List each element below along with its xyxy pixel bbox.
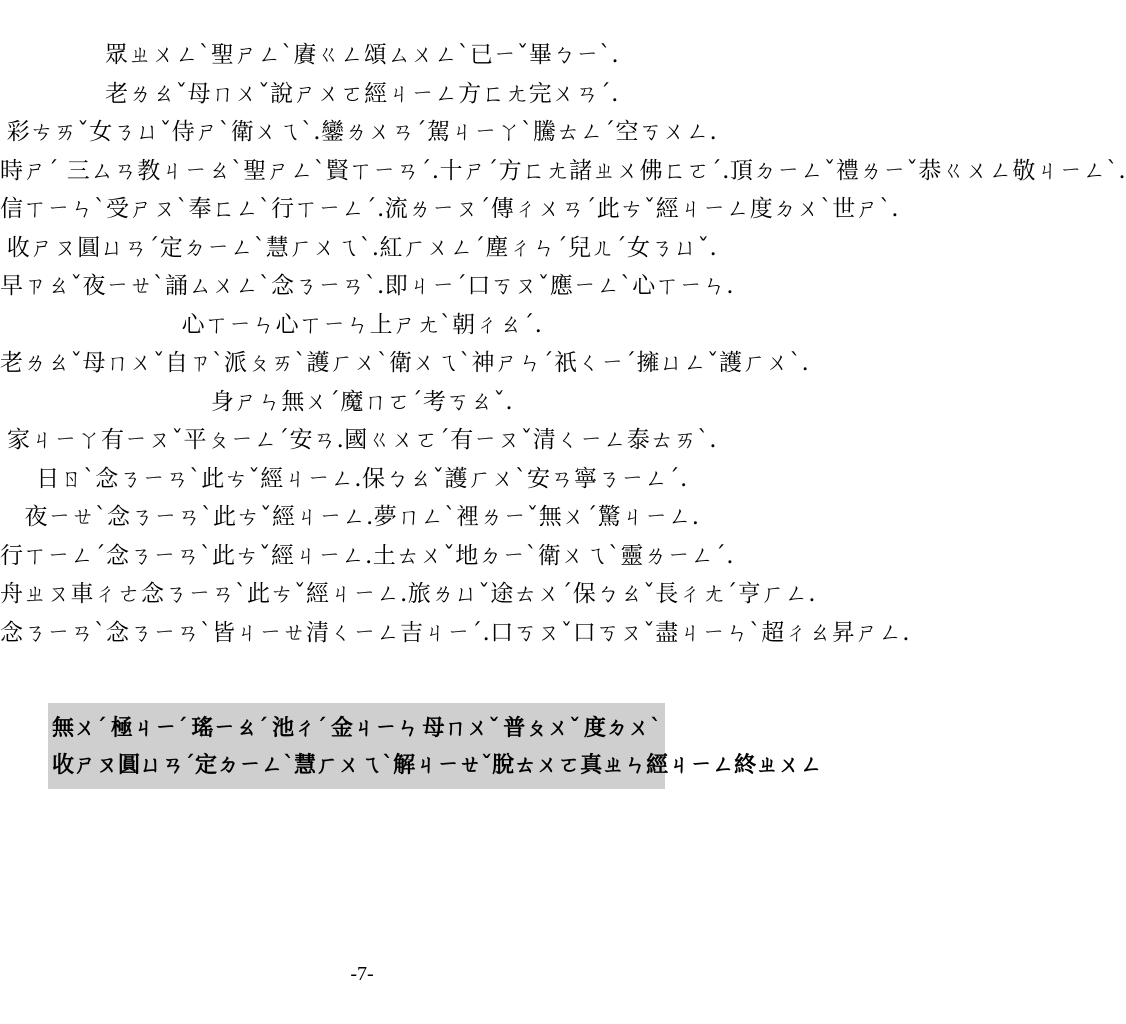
verse-line: 收ㄕㄡ圓ㄩㄢˊ定ㄉㄧㄥˋ慧ㄏㄨㄟˋ.紅ㄏㄨㄥˊ塵ㄔㄣˊ兒ㄦˊ女ㄋㄩˇ. (6, 234, 718, 261)
banner-word: 慧ㄏㄨㄟˋ (294, 752, 394, 778)
verse-line: 老ㄌㄠˇ母ㄇㄨˇ自ㄗˋ派ㄆㄞˋ護ㄏㄨˋ衛ㄨㄟˋ神ㄕㄣˊ祇ㄑㄧˊ擁ㄩㄥˇ護ㄏㄨˋ. (0, 350, 810, 376)
banner-word: 無ㄨˊ (52, 715, 108, 741)
banner-word: 脫ㄊㄨㄛ (492, 752, 581, 778)
title-banner (48, 703, 823, 789)
verse-line: 時ㄕˊ 三ㄙㄢ教ㄐㄧㄠˋ聖ㄕㄥˋ賢ㄒㄧㄢˊ.十ㄕˊ方ㄈㄤ諸ㄓㄨ佛ㄈㄛˊ.頂ㄉㄧㄥˇ禮ㄌㄧˇ恭ㄍㄨㄥ敬ㄐㄧㄥˋ. (0, 157, 1126, 184)
banner-word: 真ㄓㄣ (580, 752, 647, 778)
verse-line: 行ㄒㄧㄥˊ念ㄋㄧㄢˋ此ㄘˇ經ㄐㄧㄥ.土ㄊㄨˇ地ㄉㄧˋ衛ㄨㄟˋ靈ㄌㄧㄥˊ. (0, 542, 735, 569)
verse-line: 日ㄖˋ念ㄋㄧㄢˋ此ㄘˇ經ㄐㄧㄥ.保ㄅㄠˇ護ㄏㄨˋ安ㄢ寧ㄋㄧㄥˊ. (36, 465, 688, 492)
verse-line: 家ㄐㄧㄚ有ㄧㄡˇ平ㄆㄧㄥˊ安ㄢ.國ㄍㄨㄛˊ有ㄧㄡˇ清ㄑㄧㄥ泰ㄊㄞˋ. (6, 427, 718, 453)
banner-word: 終ㄓㄨㄥ (734, 752, 823, 778)
verse-line: 心ㄒㄧㄣ心ㄒㄧㄣ上ㄕㄤˋ朝ㄔㄠˊ. (181, 311, 543, 338)
banner-word: 解ㄐㄧㄝˇ (393, 752, 493, 778)
banner-word: 母ㄇㄨˇ (422, 715, 500, 741)
banner-row-1 (52, 710, 661, 747)
verse-line: 身ㄕㄣ無ㄨˊ魔ㄇㄛˊ考ㄎㄠˇ. (210, 388, 514, 415)
banner-word: 瑤ㄧㄠˊ (191, 715, 269, 741)
page-number: -7- (350, 963, 374, 985)
verse-line: 早ㄗㄠˇ夜ㄧㄝˋ誦ㄙㄨㄥˋ念ㄋㄧㄢˋ.即ㄐㄧˊ口ㄎㄡˇ應ㄧㄥˋ心ㄒㄧㄣ. (0, 273, 735, 299)
banner-word: 經ㄐㄧㄥ (646, 752, 735, 778)
verse-line: 念ㄋㄧㄢˋ念ㄋㄧㄢˋ皆ㄐㄧㄝ清ㄑㄧㄥ吉ㄐㄧˊ.口ㄎㄡˇ口ㄎㄡˇ盡ㄐㄧㄣˋ超ㄔㄠ昇ㄕㄥ. (0, 619, 911, 646)
banner-word: 度ㄉㄨˋ (583, 715, 661, 741)
banner-row-2 (52, 747, 823, 784)
banner-word: 池ㄔˊ (272, 715, 328, 741)
banner-word: 圓ㄩㄢˊ (118, 752, 196, 778)
verse-line: 信ㄒㄧㄣˋ受ㄕㄡˋ奉ㄈㄥˋ行ㄒㄧㄥˊ.流ㄌㄧㄡˊ傳ㄔㄨㄢˊ此ㄘˇ經ㄐㄧㄥ度ㄉㄨˋ世ㄕˋ. (0, 196, 900, 222)
verse-line: 彩ㄘㄞˇ女ㄋㄩˇ侍ㄕˋ衛ㄨㄟˋ.鑾ㄌㄨㄢˊ駕ㄐㄧㄚˋ騰ㄊㄥˊ空ㄎㄨㄥ. (6, 119, 718, 145)
verse-line: 舟ㄓㄡ車ㄔㄜ念ㄋㄧㄢˋ此ㄘˇ經ㄐㄧㄥ.旅ㄌㄩˇ途ㄊㄨˊ保ㄅㄠˇ長ㄔㄤˊ亨ㄏㄥ. (0, 581, 817, 607)
banner-word: 普ㄆㄨˇ (503, 715, 581, 741)
verse-line: 夜ㄧㄝˋ念ㄋㄧㄢˋ此ㄘˇ經ㄐㄧㄥ.夢ㄇㄥˋ裡ㄌㄧˇ無ㄨˊ驚ㄐㄧㄥ. (24, 504, 700, 530)
banner-word: 定ㄉㄧㄥˋ (195, 752, 295, 778)
banner-word: 極ㄐㄧˊ (110, 715, 188, 741)
banner-word: 收ㄕㄡ (52, 752, 119, 778)
banner-word: 金ㄐㄧㄣ (330, 715, 419, 741)
verse-line: 眾ㄓㄨㄥˋ聖ㄕㄥˋ賡ㄍㄥ頌ㄙㄨㄥˋ已ㄧˇ畢ㄅㄧˋ. (104, 42, 620, 68)
verse-line: 老ㄌㄠˇ母ㄇㄨˇ說ㄕㄨㄛ經ㄐㄧㄥ方ㄈㄤ完ㄨㄢˊ. (105, 80, 619, 107)
scripture-verses (0, 36, 1126, 652)
